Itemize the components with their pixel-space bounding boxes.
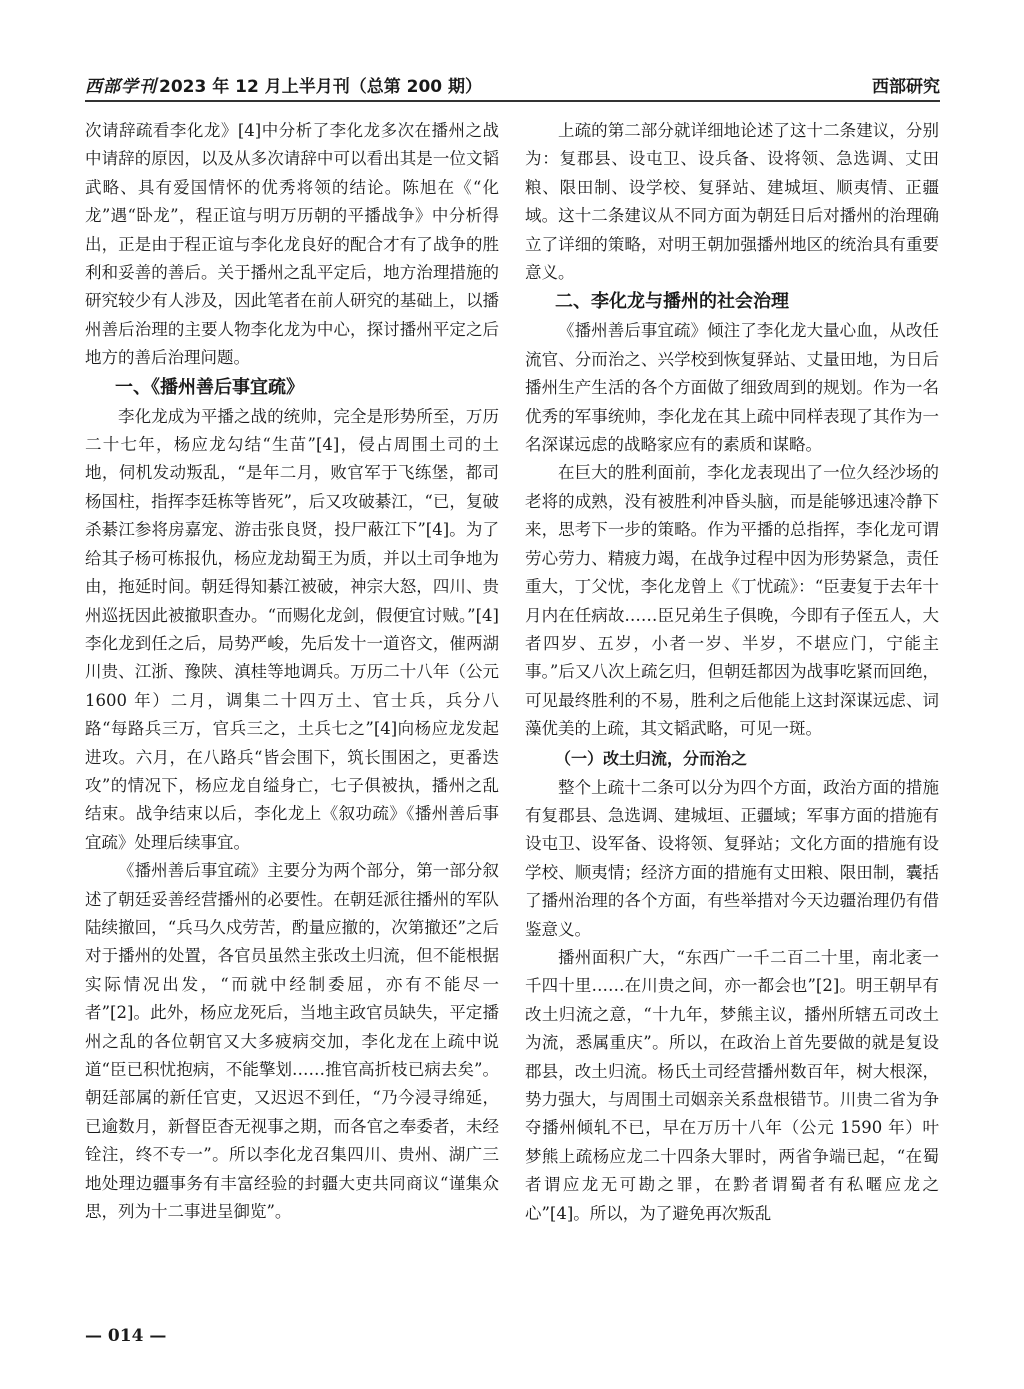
section-heading-2: 二、李化龙与播州的社会治理 — [555, 291, 789, 313]
right-column — [525, 117, 939, 1228]
header-rule — [85, 100, 940, 102]
paragraph: 播州面积广大，“东西广一千二百二十里，南北袤一千四十里……在川贵之间，亦一都会也”[2]。明王朝早有改土归流之意，“十九年，梦熊主议，播州所辖五司改土为流，悉属重庆”。所以，在政治上首先要做的就是复设郡县，改土归流。杨氏土司经营播州数百年，树大根深，势力强大，与周围土司姻亲关系盘根错节。川贵二省为争夺播州倾轧不已，早在万历十八年（公元 1590 年）叶梦熊上疏杨应龙二十四条大罪时，两省争端已起，“在蜀者谓应龙无可勘之罪，在黔者谓蜀者有私暱应龙之心”[4]。所以，为了避免再次叛乱 — [525, 947, 939, 1223]
page-number: — 014 — — [85, 1326, 167, 1346]
issue-info: 2023 年 12 月上半月刊（总第 200 期） — [159, 77, 483, 97]
paragraph: 《播州善后事宜疏》倾注了李化龙大量心血，从改任流官、分而治之、兴学校到恢复驿站、丈量田地，为日后播州生产生活的各个方面做了细致周到的规划。作为一名优秀的军事统帅，李化龙在其上疏中同样表现了其作为一名深谋远虑的战略家应有的素质和谋略。 — [525, 321, 939, 455]
journal-info — [85, 72, 482, 97]
journal-logo: 西部学刊 — [85, 77, 157, 97]
paragraph: 整个上疏十二条可以分为四个方面，政治方面的措施有复郡县、急选调、建城垣、正疆域；军事方面的措施有设屯卫、设军备、设将领、复驿站；文化方面的措施有设学校、顺夷情；经济方面的措施有丈田粮、限田制，囊括了播州治理的各个方面，有些举措对今天边疆治理仍有借鉴意义。 — [525, 777, 939, 939]
paragraph: 李化龙成为平播之战的统帅，完全是形势所至，万历二十七年，杨应龙勾结“生苗”[4]，侵占周围土司的土地，伺机发动叛乱，“是年二月，败官军于飞练堡，都司杨国柱，指挥李廷栋等皆死”，后又攻破綦江，“已，复破杀綦江参将房嘉宠、游击张良贤，投尸蔽江下”[4]。为了给其子杨可栋报仇，杨应龙劫蜀王为质，并以土司争地为由，拖延时间。朝廷得知綦江被破，神宗大怒，四川、贵州巡抚因此被撤职查办。“而赐化龙剑，假便宜讨贼。”[4]李化龙到任之后，局势严峻，先后发十一道咨文，催两湖川贵、江浙、豫陕、滇桂等地调兵。万历二十八年（公元 1600 年）二月，调集二十四万土、官士兵，兵分八路“每路兵三万，官兵三之，土兵七之”[4]向杨应龙发起进攻。六月，在八路兵“皆会围下，筑长围困之，更番迭攻”的情况下，杨应龙自缢身亡，七子俱被执，播州之乱结束。战争结束以后，李化龙上《叙功疏》《播州善后事宜疏》处理后续事宜。 — [85, 406, 499, 852]
page-header — [85, 68, 940, 102]
paragraph: 次请辞疏看李化龙》[4]中分析了李化龙多次在播州之战中请辞的原因，以及从多次请辞中可以看出其是一位文韬武略、具有爱国情怀的优秀将领的结论。陈旭在《“化龙”遇“卧龙”，程正谊与明万历朝的平播战争》中分析得出，正是由于程正谊与李化龙良好的配合才有了战争的胜利和妥善的善后。关于播州之乱平定后，地方治理措施的研究较少有人涉及，因此笔者在前人研究的基础上，以播州善后治理的主要人物李化龙为中心，探讨播州平定之后地方的善后治理问题。 — [85, 121, 499, 368]
left-column — [85, 117, 499, 1226]
paragraph: 上疏的第二部分就详细地论述了这十二条建议，分别为：复郡县、设屯卫、设兵备、设将领、急选调、丈田粮、限田制、设学校、复驿站、建城垣、顺夷情、正疆域。这十二条建议从不同方面为朝廷日后对播州的治理确立了详细的策略，对明王朝加强播州地区的统治具有重要意义。 — [525, 121, 939, 283]
section-heading-1: 一、《播州善后事宜疏》 — [115, 376, 304, 398]
column-name: 西部研究 — [872, 77, 940, 97]
paragraph: 《播州善后事宜疏》主要分为两个部分，第一部分叙述了朝廷妥善经营播州的必要性。在朝廷派往播州的军队陆续撤回，“兵马久戍劳苦，酌量应撤的，次第撤还”之后对于播州的处置，各官员虽然主张改土归流，但不能根据实际情况出发，“而就中经制委屈，亦有不能尽一者”[2]。此外，杨应龙死后，当地主政官员缺失，平定播州之乱的各位朝官又大多疲病交加，李化龙在上疏中说道“臣已积忧抱病，不能擎划……推官高折枝已病去矣”。朝廷部属的新任官吏，又迟迟不到任，“乃今浸寻绵延，已逾数月，新督臣杳无视事之期，而各官之奉委者，未经铨注，终不专一”。所以李化龙召集四川、贵州、湖广三地处理边疆事务有丰富经验的封疆大吏共同商议“谨集众思，列为十二事进呈御览”。 — [85, 861, 499, 1222]
paragraph: 在巨大的胜利面前，李化龙表现出了一位久经沙场的老将的成熟，没有被胜利冲昏头脑，而是能够迅速冷静下来，思考下一步的策略。作为平播的总指挥，李化龙可谓劳心劳力、精疲力竭，在战争过程中因为形势紧急，责任重大，丁父忧，李化龙曾上《丁忧疏》：“臣妻复于去年十月内在任病故……臣兄弟生子俱晚，今即有子侄五人，大者四岁、五岁，小者一岁、半岁，不堪应门，宁能主事。”后又八次上疏乞归，但朝廷都因为战事吃紧而回绝，可见最终胜利的不易，胜利之后他能上这封深谋远虑、词藻优美的上疏，其文韬武略，可见一斑。 — [525, 463, 939, 739]
subsection-heading: （一）改土归流，分而治之 — [555, 748, 748, 768]
